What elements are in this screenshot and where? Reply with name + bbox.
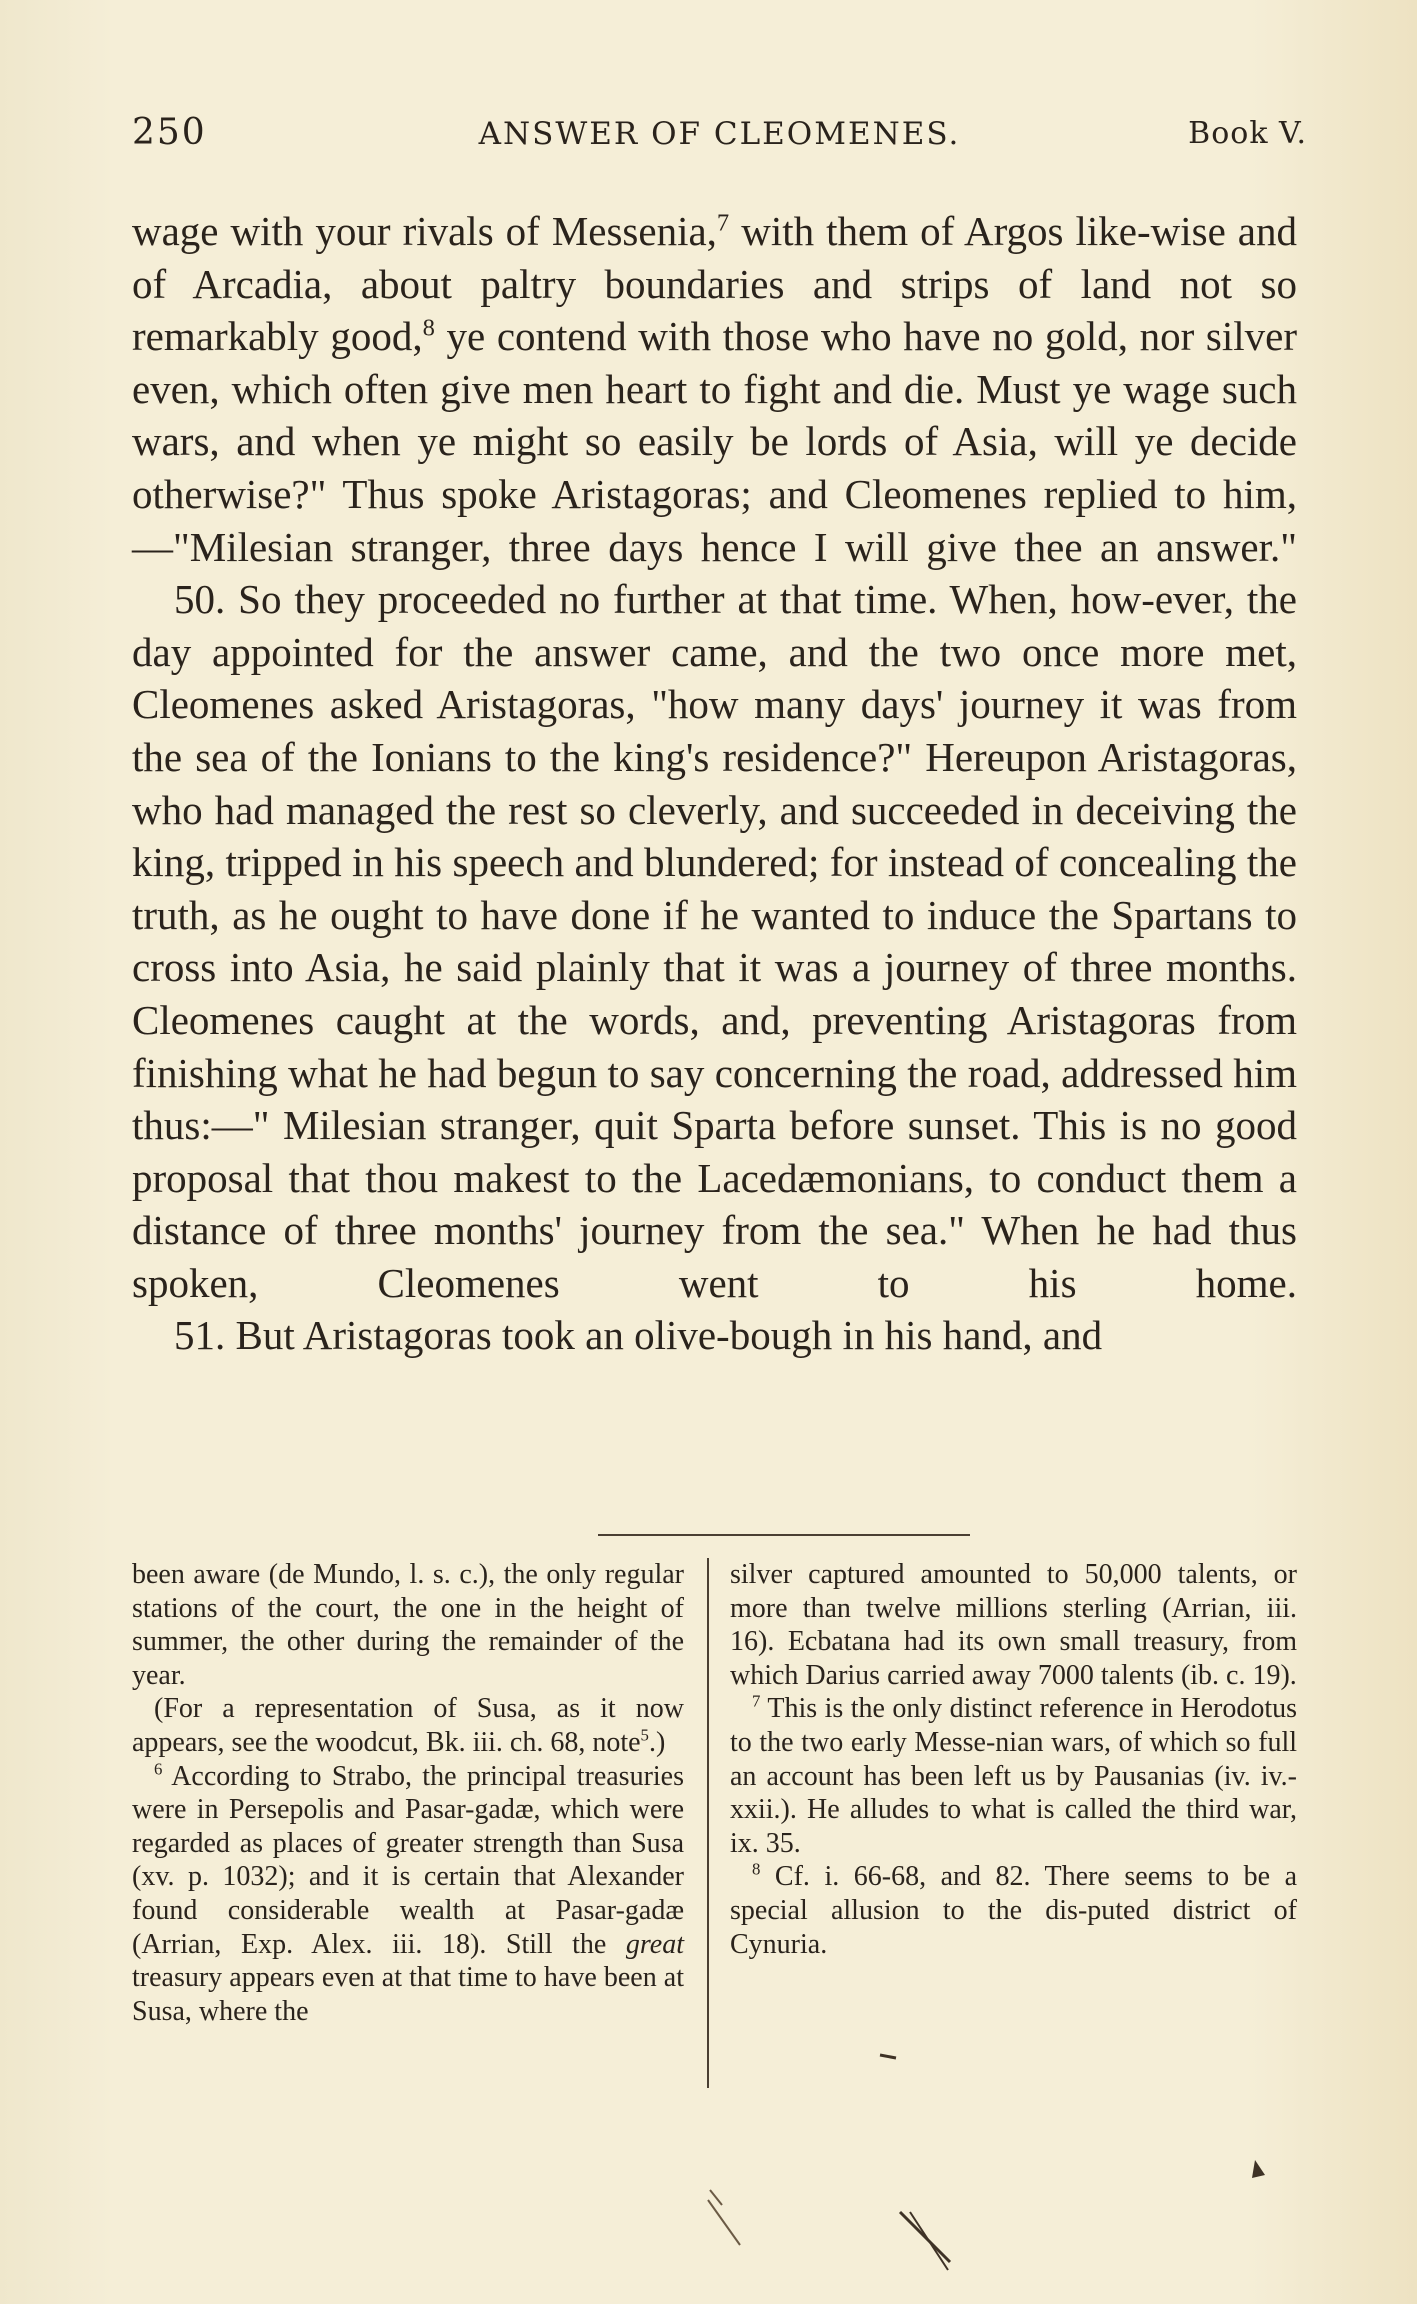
footnotes-left-column — [132, 1558, 684, 2028]
footnote-ref-7: 7 — [716, 209, 730, 237]
footnote-8: $^8$ Cf. i. 66-68, and 82. There seems to be a special allusion to the dis-puted district of Cynuria. — [730, 1860, 1297, 1960]
footnote-6: $^6$ According to Strabo, the principal treasuries were in Persepolis and Pasar-gadæ, which were regarded as places of greater strength than Susa (xv. p. 1032); and it is certain that Alexander found considerable wealth at Pasar-gadæ (Arrian, Exp. Alex. iii. 18). Still the great treasury appears even at that time to have been at Susa, where the — [132, 1759, 684, 2027]
footnote-continued: been aware (de Mundo, l. s. c.), the only regular stations of the court, the one in the height of summer, the other during the remainder of the year. — [132, 1559, 684, 1691]
footnotes-right-column — [730, 1558, 1297, 1961]
page-number: 250 — [132, 112, 207, 153]
footnote-susa: (For a representation of Susa, as it now appears, see the woodcut, Bk. iii. ch. 68, note$^5$.) — [132, 1693, 684, 1758]
running-header — [132, 112, 1307, 162]
paragraph-continued: wage with your rivals of Messenia,$^7$ with them of Argos like-wise and of Arcadia, about paltry boundaries and strips of land not so remarkably good,$^8$ ye contend with those who have no gold, nor silver even, which often give men heart to fight and die. Must ye wage such wars, and when ye might so easily be lords of Asia, will ye decide otherwise?" Thus spoke Aristagoras; and Cleomenes replied to him,—"Milesian stranger, three days hence I will give thee an answer." — [132, 208, 1298, 570]
column-divider — [707, 1558, 709, 2088]
paragraph-50: 50. So they proceeded no further at that time. When, how-ever, the day appointed for the answer came, and the two once more met, Cleomenes asked Aristagoras, "how many days' journey it was from the sea of the Ionians to the king's residence?" Hereupon Aristagoras, who had managed the rest so cleverly, and succeeded in deceiving the king, tripped in his speech and blundered; for instead of concealing the truth, as he ought to have done if he wanted to induce the Spartans to cross into Asia, he said plainly that it was a journey of three months. Cleomenes caught at the words, and, preventing Aristagoras from finishing what he had begun to say concerning the road, addressed him thus:—" Milesian stranger, quit Sparta before sunset. This is no good proposal that thou makest to the Lacedæmonians, to conduct them a distance of three months' journey from the sea." When he had thus spoken, Cleomenes went to his home. — [132, 576, 1297, 1306]
footnote-ref-8: 8 — [422, 314, 435, 342]
footnote-7: $^7$ This is the only distinct reference in Herodotus to the two early Messe-nian wars, of which so full an account has been left us by Pausanias (iv. iv.-xxii.). He alludes to what is called the third war, ix. 35. — [730, 1692, 1297, 1859]
footnote-divider — [598, 1534, 970, 1536]
book-label: Book V. — [1188, 116, 1307, 151]
paragraph-51: 51. But Aristagoras took an olive-bough in his hand, and — [174, 1312, 1103, 1359]
running-title: ANSWER OF CLEOMENES. — [478, 116, 961, 152]
main-text — [132, 205, 1297, 1362]
footnote-continued-right: silver captured amounted to 50,000 talents, or more than twelve millions sterling (Arrian, iii. 16). Ecbatana had its own small treasury, from which Darius carried away 7000 talents (ib. c. 19). — [730, 1559, 1297, 1691]
